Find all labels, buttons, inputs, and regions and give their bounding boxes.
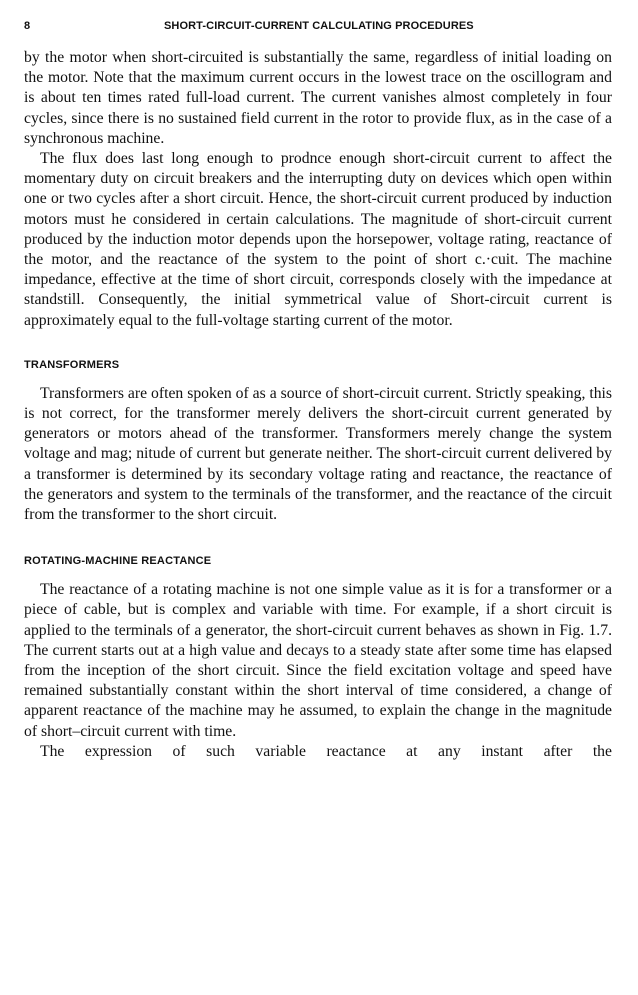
paragraph: The reactance of a rotating machine is not one simple value as it is for a transformer or a piece of cable, but is complex and variable with time. For example, if a short circuit is applied to the terminals of a generator, the short-circuit current behaves as shown in Fig. 1.7. The current starts out at a high value and decays to a steady state after some time has elapsed from the inception of the short circuit. Since the field excitation voltage and speed have remained substantially constant within the short interval of time considered, a change of apparent reactance of the machine may he assumed, to explain the change in the magnitude of short–circuit current with time. bbox=[24, 581, 612, 740]
document-page bbox=[24, 20, 612, 762]
section-heading-rotating-machine-reactance: ROTATING-MACHINE REACTANCE bbox=[24, 555, 212, 568]
running-head: SHORT-CIRCUIT-CURRENT CALCULATING PROCEDURES bbox=[164, 20, 474, 32]
intro-text bbox=[24, 48, 612, 331]
section-heading-transformers: TRANSFORMERS bbox=[24, 358, 120, 371]
page-number: 8 bbox=[24, 20, 31, 32]
paragraph: The expression of such variable reactance at any instant after the bbox=[40, 742, 612, 760]
rotating-machine-text bbox=[24, 580, 612, 762]
page-header bbox=[24, 20, 612, 38]
paragraph: by the motor when short-circuited is substantially the same, regardless of initial loading on the motor. Note that the maximum current occurs in the lowest trace on the oscillogram and is about ten times rated full-load current. The current vanishes almost completely in four cycles, since there is no sustained field current in the rotor to provide flux, as in the case of a synchronous machine. bbox=[24, 49, 612, 147]
paragraph: The flux does last long enough to prodnce enough short-circuit current to affect the momentary duty on circuit breakers and the interrupting duty on devices which open within one or two cycles after a short circuit. Hence, the short-circuit current produced by induction motors must he considered in certain calculations. The magnitude of short-circuit current produced by the induction motor depends upon the horsepower, voltage rating, reactance of the motor, and the reactance of the system to the point of short c.·cuit. The machine impedance, effective at the time of short circuit, corresponds closely with the impedance at standstill. Consequently, the initial symmetrical value of Short-circuit current is approximately equal to the full-voltage starting current of the motor. bbox=[24, 150, 612, 329]
transformers-text bbox=[24, 384, 612, 525]
paragraph: Transformers are often spoken of as a source of short-circuit current. Strictly speaking, this is not correct, for the transformer merely delivers the short-circuit current generated by generators or motors ahead of the transformer. Transformers merely change the system voltage and mag; nitude of current but generate neither. The short-circuit current delivered by a transformer is determined by its secondary voltage rating and reactance, the reactance of the generators and system to the terminals of the transformer, and the reactance of the circuit from the transformer to the short circuit. bbox=[24, 384, 612, 524]
